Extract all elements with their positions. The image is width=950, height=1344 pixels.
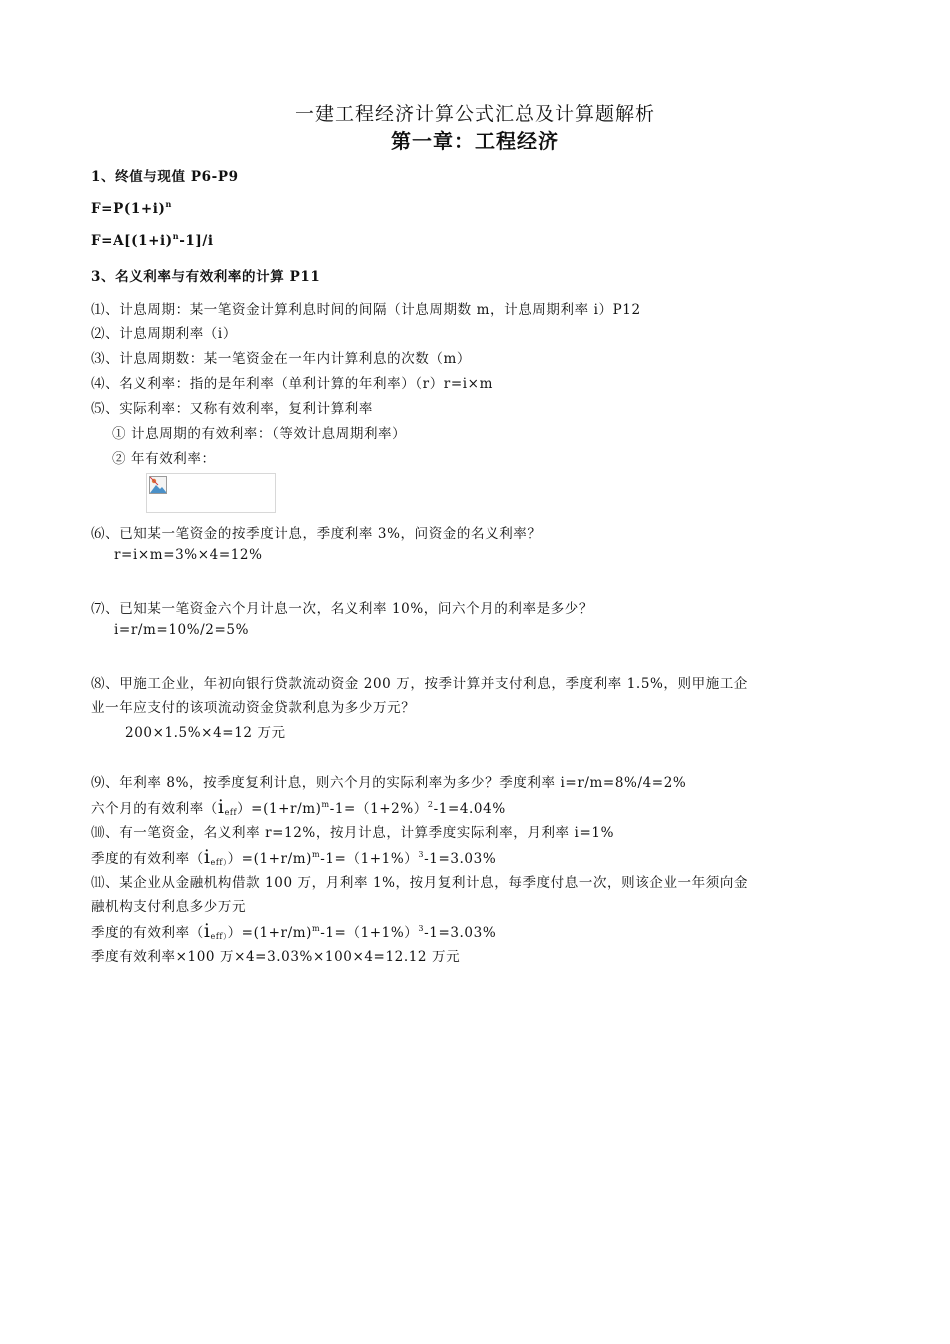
answer-text: -1=3.03% [424,925,497,941]
exponent: 2 [427,800,434,809]
question-6: ⑹、已知某一笔资金的按季度计息，季度利率 3%，问资金的名义利率？ [91,526,542,542]
answer-text: -1=（1+2%） [329,801,428,817]
section-heading-1: 1、终值与现值 P6-P9 [91,169,239,185]
formula-annuity [91,231,214,249]
document-title: 一建工程经济计算公式汇总及计算题解析 [294,103,655,125]
subscript: eff） [210,932,228,941]
list-item: ⑷、名义利率：指的是年利率（单利计算的年利率）（r）r=i×m [91,376,493,392]
answer-11-total: 季度有效利率×100 万×4=3.03%×100×4=12.12 万元 [91,949,461,965]
question-8-line2: 业一年应支付的该项流动资金贷款利息为多少万元？ [91,700,416,716]
answer-text: ）=(1+r/m) [227,925,313,941]
exponent: n [172,231,180,241]
sub-item: ② 年有效利率： [112,451,216,467]
answer-11 [91,920,496,942]
answer-text: -1=3.03% [424,851,497,867]
answer-7: i=r/m=10%/2=5% [114,622,250,638]
question-9: ⑼、年利率 8%，按季度复利计息，则六个月的实际利率为多少？季度利率 i=r/m=8%/4=2% [91,775,687,791]
answer-9 [91,796,506,818]
exponent: n [165,199,172,209]
formula-future-value [91,199,172,217]
chapter-heading: 第一章：工程经济 [391,129,559,153]
exponent: m [321,800,330,809]
sub-item: ① 计息周期的有效利率：（等效计息周期利率） [112,426,407,442]
answer-text: i [203,920,211,942]
exponent: 3 [418,924,425,933]
question-11-line1: ⑾、某企业从金融机构借款 100 万，月利率 1%，按月复利计息，每季度付息一次，则该企业一年须向金 [91,875,749,891]
exponent: m [312,850,321,859]
subscript: eff [224,808,238,817]
list-item: ⑸、实际利率：又称有效利率，复利计算利率 [91,401,373,417]
answer-text: i [203,846,211,868]
list-item: ⑴、计息周期：某一笔资金计算利息时间的间隔（计息周期数 m，计息周期利率 i）P12 [91,302,641,318]
list-item: ⑵、计息周期利率（i） [91,326,237,342]
list-item: ⑶、计息周期数：某一笔资金在一年内计算利息的次数（m） [91,351,472,367]
formula-text: F=A[(1+i) [91,233,173,249]
answer-text: i [217,796,225,818]
answer-text: -1=（1+1%） [320,925,419,941]
broken-image-icon [149,476,167,494]
question-8-line1: ⑻、甲施工企业，年初向银行贷款流动资金 200 万，按季计算并支付利息，季度利率 1.5%，则甲施工企 [91,676,749,692]
broken-image-placeholder [146,473,276,513]
section-heading-3: 3、名义利率与有效利率的计算 P11 [91,269,321,285]
answer-text: 季度的有效利率（ [91,851,204,867]
question-11-line2: 融机构支付利息多少万元 [91,899,247,915]
answer-text: -1=（1+1%） [320,851,419,867]
subscript: eff） [210,858,228,867]
answer-8: 200×1.5%×4=12 万元 [125,725,286,741]
formula-text: -1]/i [179,233,214,249]
exponent: m [312,924,321,933]
exponent: 3 [418,850,425,859]
answer-text: -1=4.04% [433,801,506,817]
answer-6: r=i×m=3%×4=12% [114,547,263,563]
answer-10 [91,846,496,868]
answer-text: 六个月的有效利率（ [91,801,218,817]
answer-text: ）=(1+r/m) [227,851,313,867]
answer-text: ）=(1+r/m) [237,801,322,817]
question-7: ⑺、已知某一笔资金六个月计息一次，名义利率 10%，问六个月的利率是多少？ [91,601,593,617]
question-10: ⑽、有一笔资金，名义利率 r=12%，按月计息，计算季度实际利率，月利率 i=1% [91,825,614,841]
answer-text: 季度的有效利率（ [91,925,204,941]
formula-text: F=P(1+i) [91,201,166,217]
